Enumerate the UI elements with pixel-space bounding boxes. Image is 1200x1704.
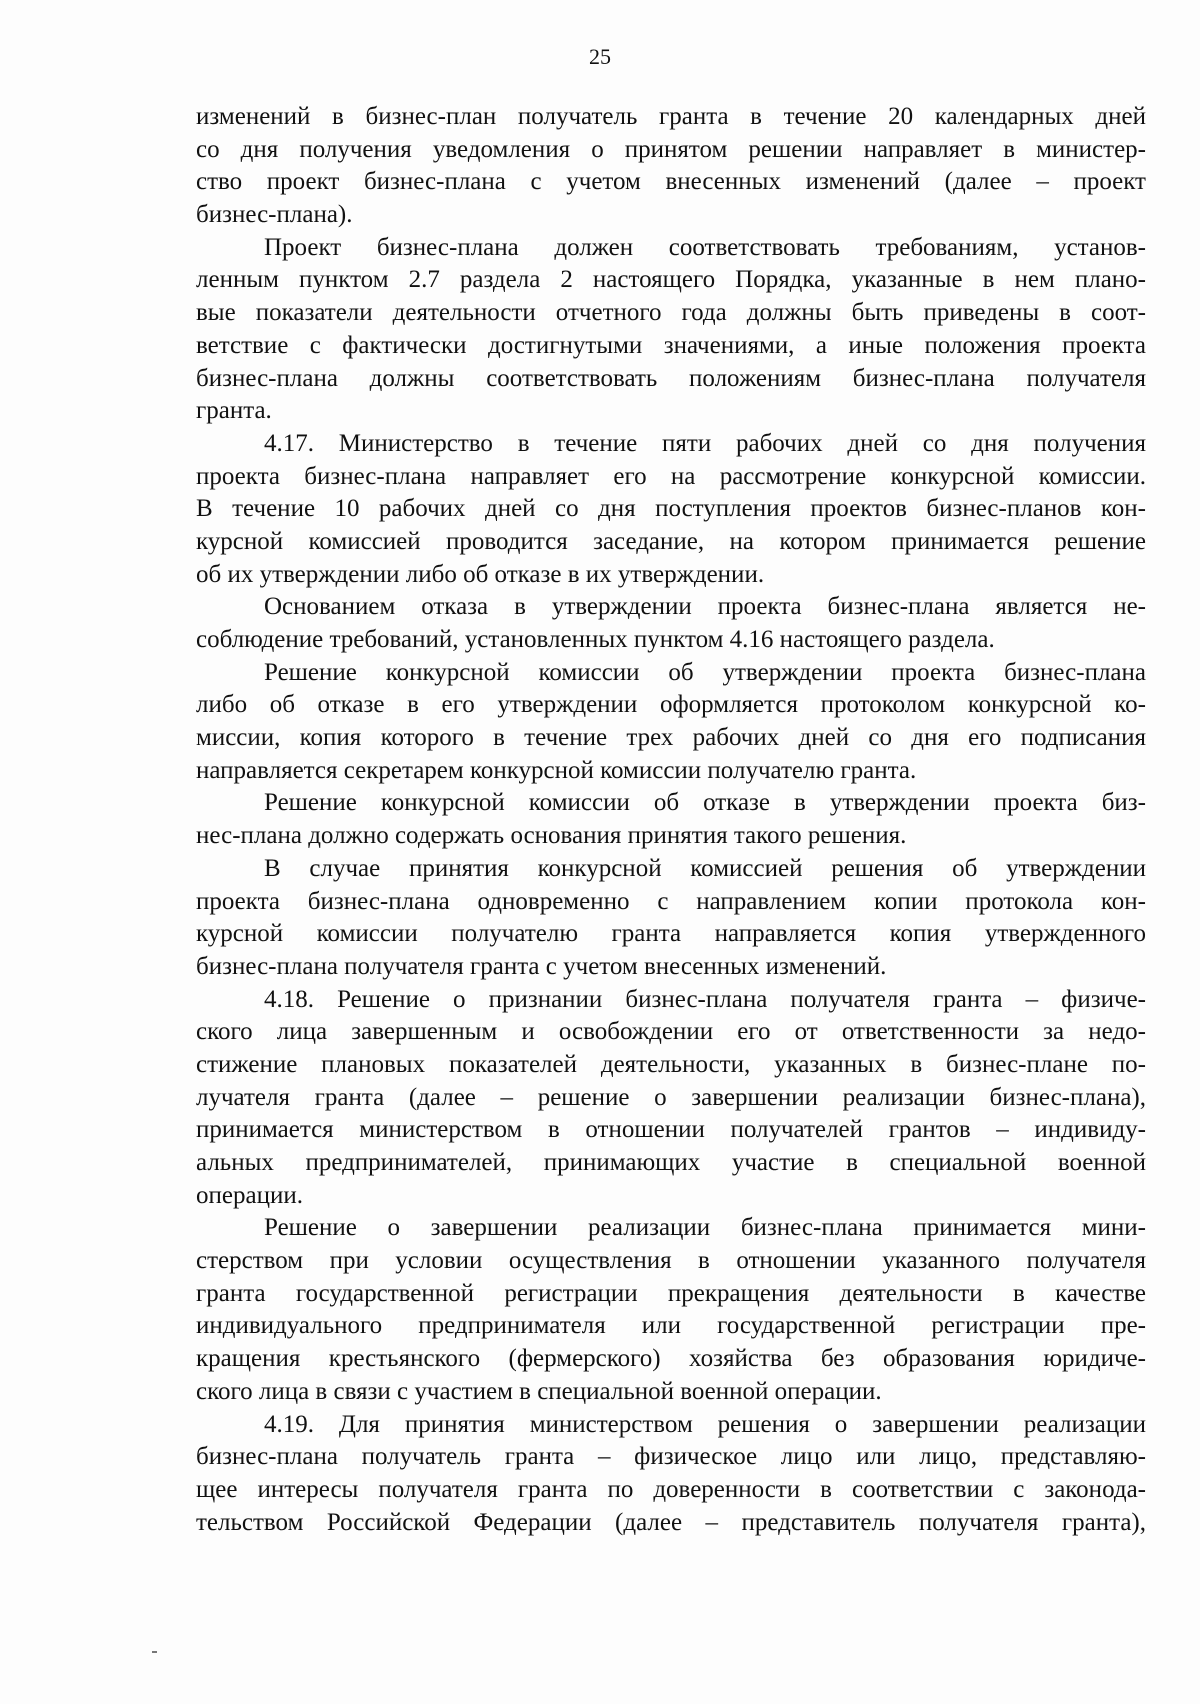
text-line: индивидуального предпринимателя или государственной регистрации пре- <box>196 1312 1146 1340</box>
text-line: Решение конкурсной комиссии об утверждении проекта бизнес-плана <box>264 658 1146 686</box>
text-line: Проект бизнес-плана должен соответствовать требованиям, установ- <box>264 233 1146 261</box>
page-number: 25 <box>589 44 611 69</box>
text-line: кращения крестьянского (фермерского) хозяйства без образования юридиче- <box>196 1345 1146 1373</box>
text-line: стерством при условии осуществления в отношении указанного получателя <box>196 1247 1146 1275</box>
text-line: проекта бизнес-плана одновременно с направлением копии протокола кон- <box>196 887 1146 915</box>
text-line: 4.18. Решение о признании бизнес-плана получателя гранта – физиче- <box>264 985 1146 1013</box>
text-line: бизнес-плана получатель гранта – физическое лицо или лицо, представляю- <box>196 1443 1146 1471</box>
text-line: изменений в бизнес-план получатель гранта в течение 20 календарных дней <box>196 103 1146 130</box>
text-line: ского лица в связи с участием в специальной военной операции. <box>196 1377 882 1405</box>
text-line: принимается министерством в отношении получателей грантов – индивиду- <box>196 1116 1146 1144</box>
document-body <box>196 101 1146 1539</box>
text-line: В случае принятия конкурсной комиссией решения об утверждении <box>264 854 1146 882</box>
text-line: ленным пунктом 2.7 раздела 2 настоящего Порядка, указанные в нем плано- <box>196 266 1146 294</box>
text-line: миссии, копия которого в течение трех рабочих дней со дня его подписания <box>196 724 1146 752</box>
text-line: ство проект бизнес-плана с учетом внесенных изменений (далее – проект <box>196 168 1146 196</box>
text-line: вые показатели деятельности отчетного года должны быть приведены в соот- <box>196 299 1146 327</box>
text-line: гранта государственной регистрации прекращения деятельности в качестве <box>196 1279 1146 1307</box>
text-line: ветствие с фактически достигнутыми значениями, а иные положения проекта <box>196 331 1146 359</box>
text-line: Решение о завершении реализации бизнес-плана принимается мини- <box>264 1214 1146 1242</box>
text-line: соблюдение требований, установленных пунктом 4.16 настоящего раздела. <box>196 626 995 653</box>
text-line: об их утверждении либо об отказе в их утверждении. <box>196 560 765 588</box>
text-line: проекта бизнес-плана направляет его на рассмотрение конкурсной комиссии. <box>196 462 1146 490</box>
text-line: тельством Российской Федерации (далее – представитель получателя гранта), <box>196 1508 1146 1536</box>
text-line: бизнес-плана). <box>196 201 353 229</box>
text-line: 4.19. Для принятия министерством решения о завершении реализации <box>264 1410 1146 1438</box>
text-line: альных предпринимателей, принимающих участие в специальной военной <box>196 1149 1146 1176</box>
text-line: Основанием отказа в утверждении проекта бизнес-плана является не- <box>264 593 1146 621</box>
text-line: гранта. <box>196 397 272 425</box>
text-line: В течение 10 рабочих дней со дня поступления проектов бизнес-планов кон- <box>196 495 1146 523</box>
text-line: 4.17. Министерство в течение пяти рабочих дней со дня получения <box>264 429 1146 457</box>
text-line: бизнес-плана должны соответствовать положениям бизнес-плана получателя <box>196 364 1146 392</box>
text-line: курсной комиссии получателю гранта направляется копия утвержденного <box>196 920 1146 948</box>
text-line: стижение плановых показателей деятельности, указанных в бизнес-плане по- <box>196 1050 1146 1078</box>
text-line: курсной комиссией проводится заседание, на котором принимается решение <box>196 527 1146 555</box>
text-line: операции. <box>196 1181 303 1209</box>
text-line: со дня получения уведомления о принятом решении направляет в министер- <box>196 135 1146 163</box>
text-line: либо об отказе в его утверждении оформляется протоколом конкурсной ко- <box>196 691 1146 719</box>
scan-artifact <box>152 1651 157 1653</box>
text-line: ского лица завершенным и освобождении его от ответственности за недо- <box>196 1018 1146 1046</box>
text-line: бизнес-плана получателя гранта с учетом внесенных изменений. <box>196 952 887 980</box>
text-line: нес-плана должно содержать основания принятия такого решения. <box>196 822 907 850</box>
text-line: Решение конкурсной комиссии об отказе в утверждении проекта биз- <box>264 789 1146 817</box>
text-line: направляется секретарем конкурсной комиссии получателю гранта. <box>196 756 917 784</box>
text-line: лучателя гранта (далее – решение о завершении реализации бизнес-плана), <box>196 1083 1146 1111</box>
text-line: щее интересы получателя гранта по доверенности в соответствии с законода- <box>196 1475 1146 1503</box>
